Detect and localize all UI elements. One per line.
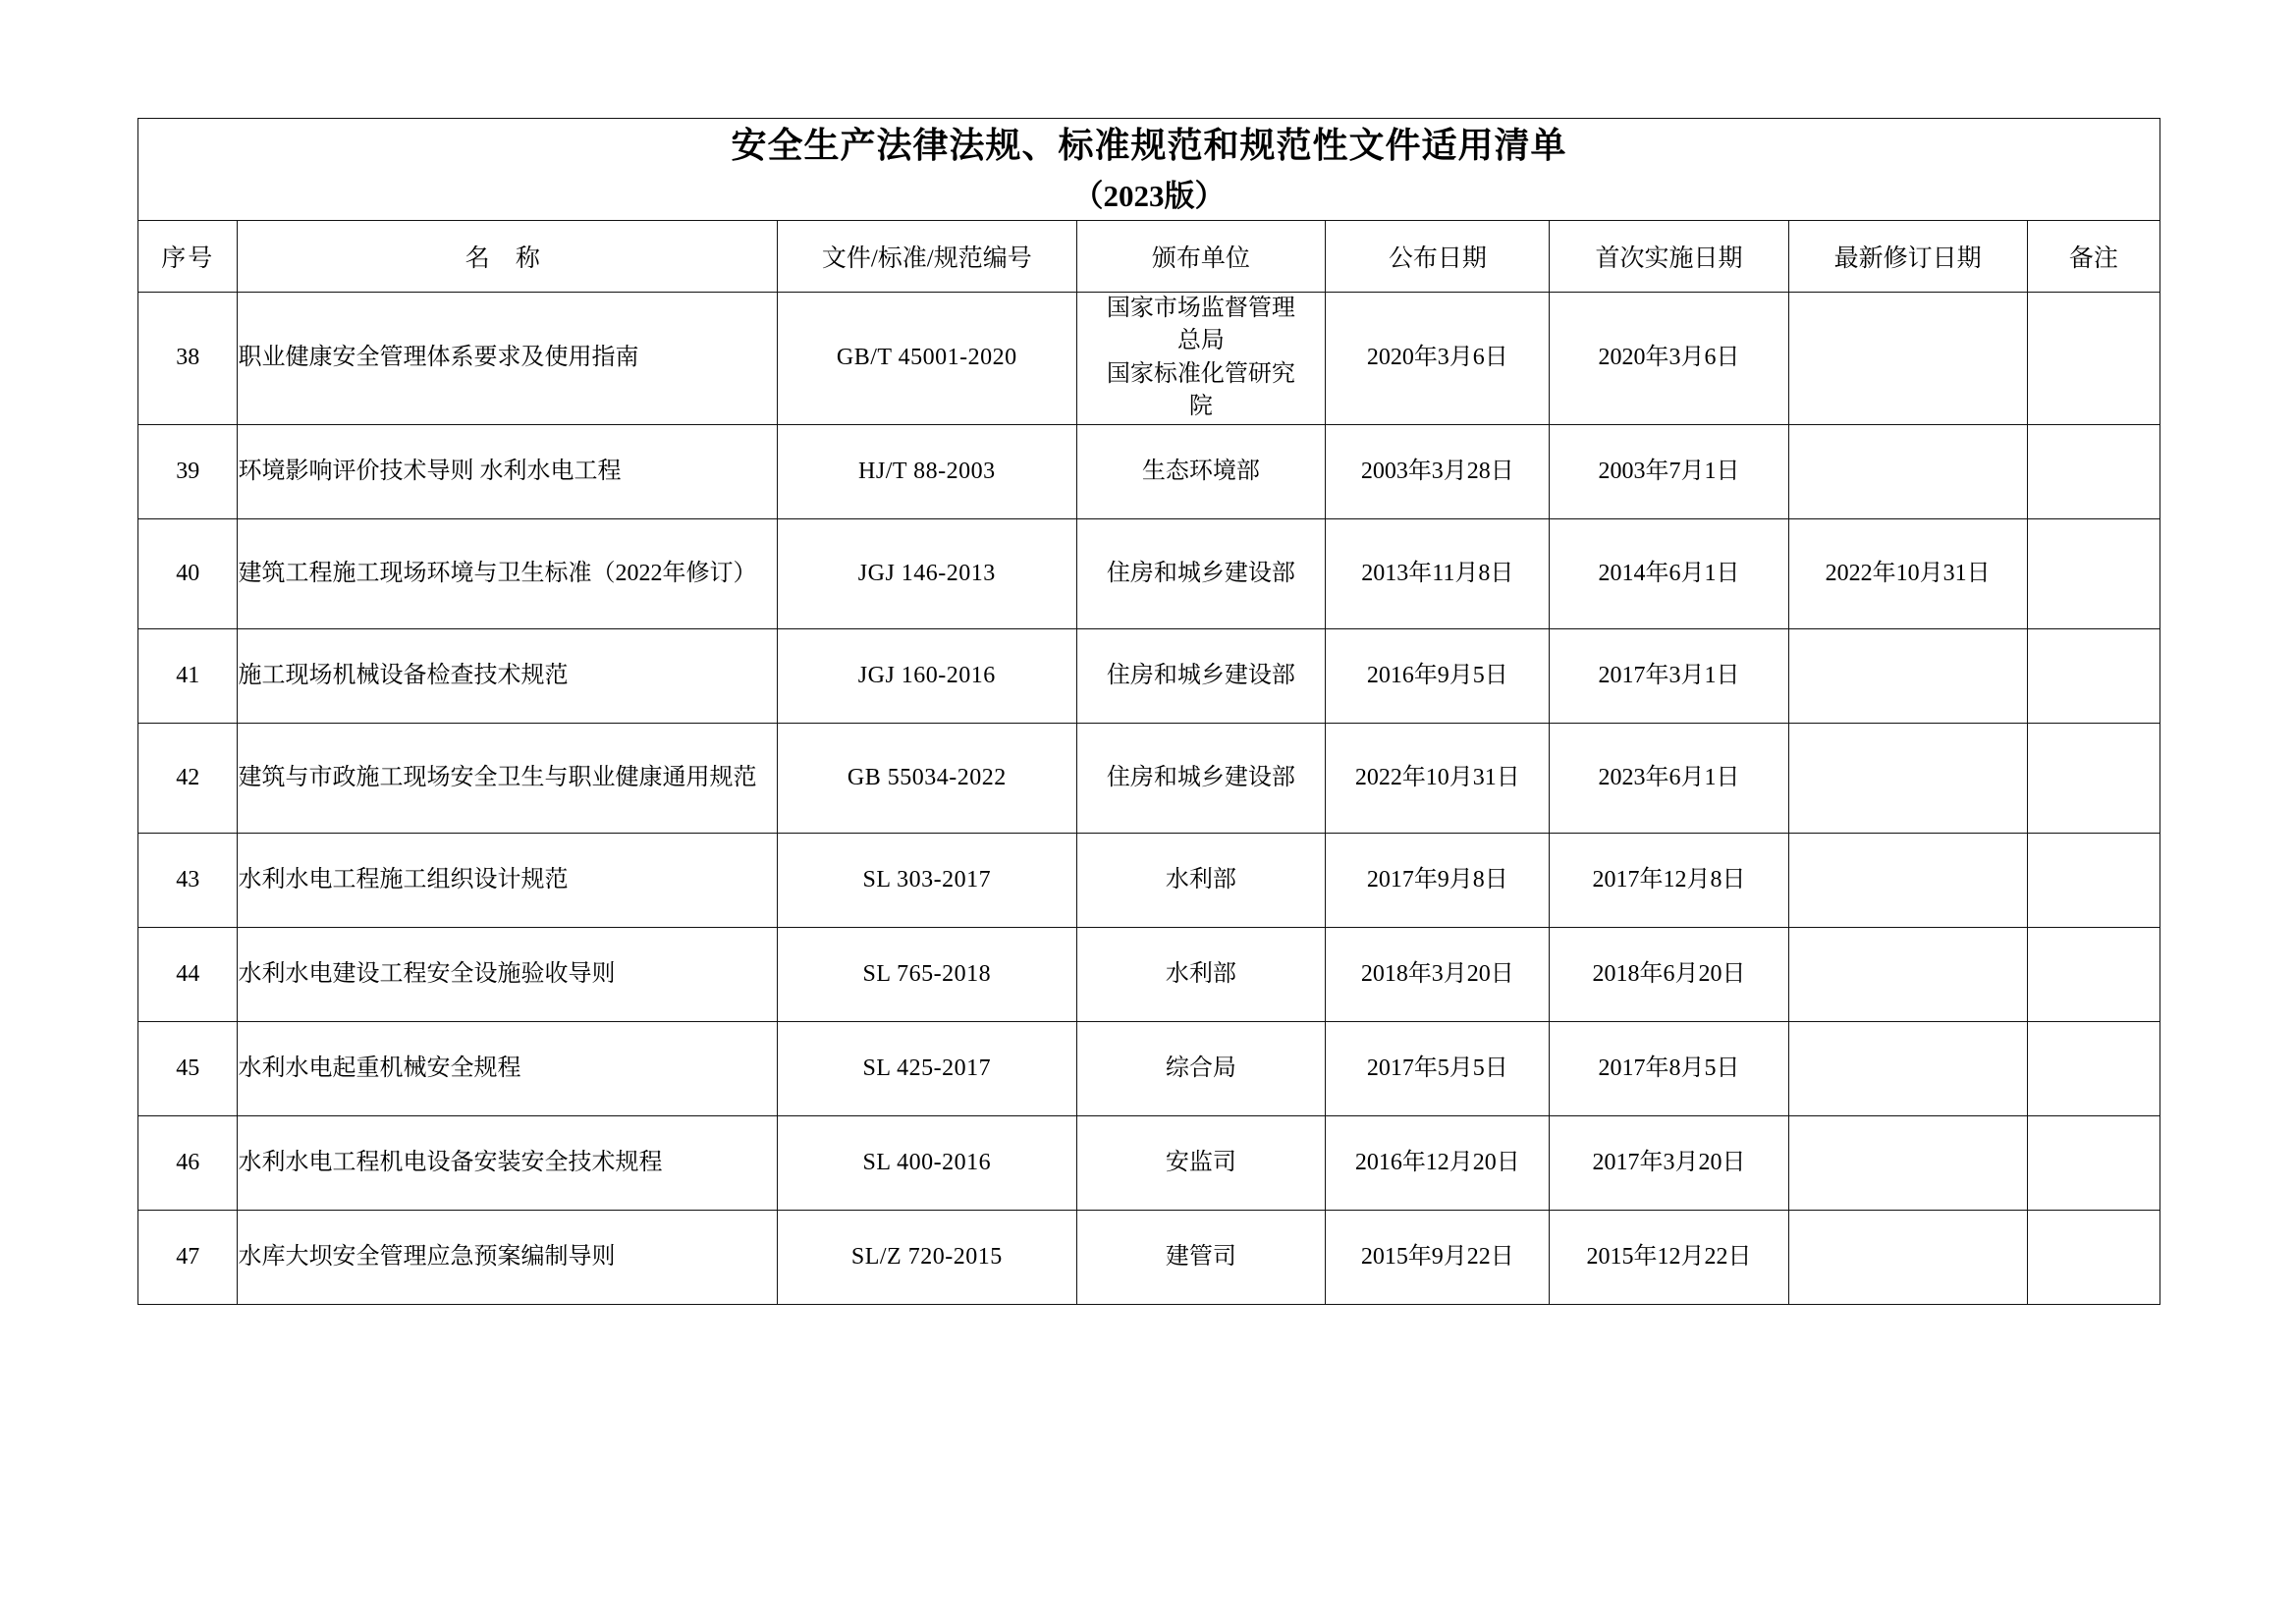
cell-note xyxy=(2027,518,2159,628)
table-row xyxy=(138,723,2160,833)
cell-seq: 43 xyxy=(138,833,238,927)
cell-code: GB 55034-2022 xyxy=(778,723,1076,833)
cell-rev-date: 2022年10月31日 xyxy=(1788,518,2027,628)
cell-code: JGJ 146-2013 xyxy=(778,518,1076,628)
cell-org: 生态环境部 xyxy=(1076,424,1326,518)
cell-code: HJ/T 88-2003 xyxy=(778,424,1076,518)
cell-name: 水利水电起重机械安全规程 xyxy=(238,1021,778,1115)
cell-seq: 39 xyxy=(138,424,238,518)
cell-name: 职业健康安全管理体系要求及使用指南 xyxy=(238,292,778,424)
cell-code: SL 400-2016 xyxy=(778,1115,1076,1210)
table-header xyxy=(138,119,2160,293)
cell-org-line1: 国家市场监督管理 xyxy=(1106,295,1295,321)
cell-first-date: 2023年6月1日 xyxy=(1550,723,1788,833)
cell-note xyxy=(2027,1115,2159,1210)
cell-seq: 45 xyxy=(138,1021,238,1115)
cell-org: 住房和城乡建设部 xyxy=(1076,518,1326,628)
column-header-code: 文件/标准/规范编号 xyxy=(778,220,1076,292)
cell-note xyxy=(2027,424,2159,518)
cell-code: JGJ 160-2016 xyxy=(778,628,1076,723)
column-header-rev-date: 最新修订日期 xyxy=(1788,220,2027,292)
column-header-row xyxy=(138,220,2160,292)
cell-pub-date: 2017年5月5日 xyxy=(1326,1021,1550,1115)
table-row xyxy=(138,927,2160,1021)
table-row xyxy=(138,518,2160,628)
cell-rev-date xyxy=(1788,628,2027,723)
cell-pub-date: 2016年12月20日 xyxy=(1326,1115,1550,1210)
cell-pub-date: 2013年11月8日 xyxy=(1326,518,1550,628)
cell-name: 水利水电工程机电设备安装安全技术规程 xyxy=(238,1115,778,1210)
regulations-table xyxy=(137,118,2160,1305)
table-row xyxy=(138,1210,2160,1304)
cell-rev-date xyxy=(1788,1021,2027,1115)
cell-note xyxy=(2027,292,2159,424)
cell-code: GB/T 45001-2020 xyxy=(778,292,1076,424)
page-subtitle: （2023版） xyxy=(1072,179,1226,213)
cell-seq: 44 xyxy=(138,927,238,1021)
cell-seq: 47 xyxy=(138,1210,238,1304)
cell-first-date: 2003年7月1日 xyxy=(1550,424,1788,518)
table-row xyxy=(138,424,2160,518)
cell-name: 施工现场机械设备检查技术规范 xyxy=(238,628,778,723)
cell-rev-date xyxy=(1788,723,2027,833)
document-title-cell xyxy=(138,119,2160,221)
cell-first-date: 2020年3月6日 xyxy=(1550,292,1788,424)
cell-pub-date: 2017年9月8日 xyxy=(1326,833,1550,927)
cell-name: 建筑与市政施工现场安全卫生与职业健康通用规范 xyxy=(238,723,778,833)
cell-org: 住房和城乡建设部 xyxy=(1076,628,1326,723)
column-header-first-date: 首次实施日期 xyxy=(1550,220,1788,292)
table-row xyxy=(138,1021,2160,1115)
cell-org: 水利部 xyxy=(1076,927,1326,1021)
cell-org: 住房和城乡建设部 xyxy=(1076,723,1326,833)
cell-rev-date xyxy=(1788,1210,2027,1304)
page-title: 安全生产法律法规、标准规范和规范性文件适用清单 xyxy=(731,126,1567,165)
cell-note xyxy=(2027,1210,2159,1304)
cell-note xyxy=(2027,833,2159,927)
cell-code: SL 303-2017 xyxy=(778,833,1076,927)
cell-note xyxy=(2027,1021,2159,1115)
cell-seq: 42 xyxy=(138,723,238,833)
table-row xyxy=(138,628,2160,723)
cell-first-date: 2018年6月20日 xyxy=(1550,927,1788,1021)
cell-name: 环境影响评价技术导则 水利水电工程 xyxy=(238,424,778,518)
table-row xyxy=(138,833,2160,927)
cell-pub-date: 2003年3月28日 xyxy=(1326,424,1550,518)
cell-note xyxy=(2027,723,2159,833)
cell-note xyxy=(2027,927,2159,1021)
column-header-name: 名 称 xyxy=(238,220,778,292)
cell-org xyxy=(1076,292,1326,424)
column-header-note: 备注 xyxy=(2027,220,2159,292)
cell-seq: 40 xyxy=(138,518,238,628)
cell-rev-date xyxy=(1788,833,2027,927)
cell-rev-date xyxy=(1788,292,2027,424)
cell-first-date: 2014年6月1日 xyxy=(1550,518,1788,628)
cell-rev-date xyxy=(1788,1115,2027,1210)
cell-code: SL 765-2018 xyxy=(778,927,1076,1021)
table-row xyxy=(138,1115,2160,1210)
cell-org-line3: 国家标准化管研究 xyxy=(1106,360,1295,387)
cell-org: 水利部 xyxy=(1076,833,1326,927)
cell-first-date: 2015年12月22日 xyxy=(1550,1210,1788,1304)
cell-org: 安监司 xyxy=(1076,1115,1326,1210)
table-row xyxy=(138,292,2160,424)
cell-seq: 38 xyxy=(138,292,238,424)
cell-note xyxy=(2027,628,2159,723)
cell-name: 建筑工程施工现场环境与卫生标准（2022年修订） xyxy=(238,518,778,628)
cell-seq: 46 xyxy=(138,1115,238,1210)
table-body xyxy=(138,292,2160,1304)
cell-pub-date: 2015年9月22日 xyxy=(1326,1210,1550,1304)
cell-org-line4: 院 xyxy=(1188,394,1213,420)
cell-rev-date xyxy=(1788,424,2027,518)
cell-first-date: 2017年3月1日 xyxy=(1550,628,1788,723)
cell-pub-date: 2016年9月5日 xyxy=(1326,628,1550,723)
cell-pub-date: 2020年3月6日 xyxy=(1326,292,1550,424)
column-header-seq: 序号 xyxy=(138,220,238,292)
cell-first-date: 2017年8月5日 xyxy=(1550,1021,1788,1115)
cell-seq: 41 xyxy=(138,628,238,723)
cell-first-date: 2017年3月20日 xyxy=(1550,1115,1788,1210)
cell-rev-date xyxy=(1788,927,2027,1021)
cell-name: 水利水电工程施工组织设计规范 xyxy=(238,833,778,927)
cell-pub-date: 2022年10月31日 xyxy=(1326,723,1550,833)
column-header-org: 颁布单位 xyxy=(1076,220,1326,292)
cell-pub-date: 2018年3月20日 xyxy=(1326,927,1550,1021)
cell-name: 水利水电建设工程安全设施验收导则 xyxy=(238,927,778,1021)
cell-code: SL 425-2017 xyxy=(778,1021,1076,1115)
cell-name: 水库大坝安全管理应急预案编制导则 xyxy=(238,1210,778,1304)
cell-code: SL/Z 720-2015 xyxy=(778,1210,1076,1304)
title-row xyxy=(138,119,2160,221)
cell-org-line2: 总局 xyxy=(1176,328,1225,354)
cell-first-date: 2017年12月8日 xyxy=(1550,833,1788,927)
column-header-pub-date: 公布日期 xyxy=(1326,220,1550,292)
cell-org: 建管司 xyxy=(1076,1210,1326,1304)
cell-org: 综合局 xyxy=(1076,1021,1326,1115)
